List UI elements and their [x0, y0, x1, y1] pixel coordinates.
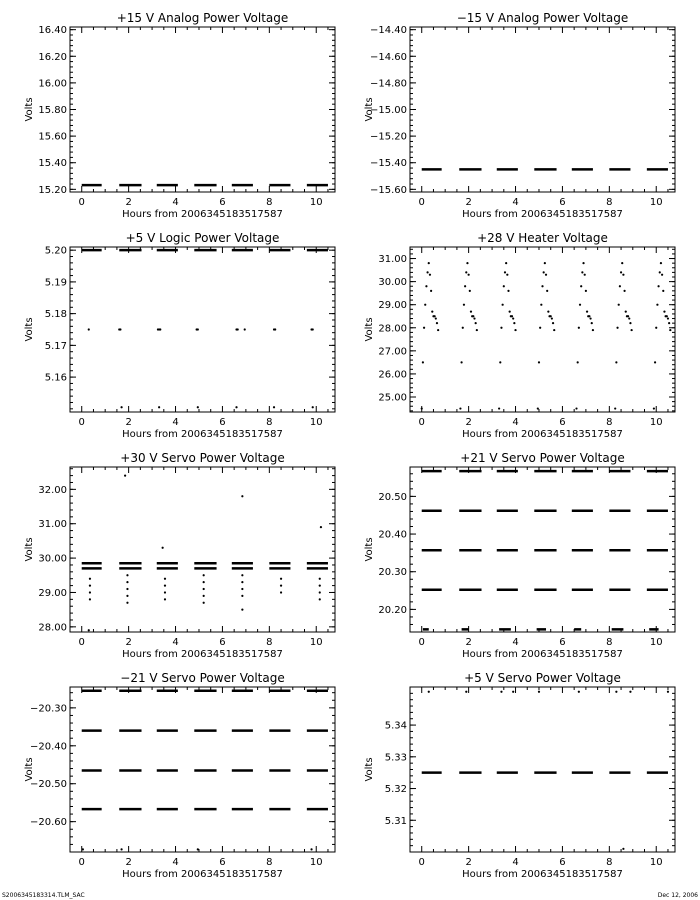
plot-frame — [70, 27, 335, 192]
y-tick-label: 5.16 — [44, 372, 67, 384]
data-point — [584, 274, 586, 276]
y-axis-label: Volts — [24, 317, 35, 342]
data-point — [422, 361, 424, 363]
data-point — [475, 322, 477, 324]
data-point — [625, 311, 627, 313]
data-point — [310, 848, 312, 850]
data-point — [623, 290, 625, 292]
y-tick-label: 20.30 — [378, 567, 407, 579]
x-axis-label: Hours from 2006345183517587 — [122, 429, 283, 440]
data-point — [662, 290, 664, 292]
x-tick-label: 8 — [606, 637, 613, 648]
x-axis-label: Hours from 2006345183517587 — [462, 649, 623, 660]
y-tick-label: 20.40 — [378, 529, 407, 541]
y-tick-label: 5.31 — [384, 815, 407, 827]
data-point — [465, 691, 467, 693]
data-point — [622, 848, 624, 850]
data-point — [631, 329, 633, 331]
plot-frame — [410, 687, 675, 852]
x-tick-label: 2 — [125, 637, 132, 648]
chart-title: −21 V Servo Power Voltage — [120, 671, 285, 685]
data-point — [466, 262, 468, 264]
y-tick-label: −15.60 — [369, 184, 407, 196]
data-point — [667, 317, 669, 319]
x-tick-label: 2 — [465, 197, 472, 208]
data-point — [513, 322, 515, 324]
data-point — [629, 691, 631, 693]
data-point — [126, 588, 128, 590]
data-point — [158, 406, 160, 408]
data-point — [619, 285, 621, 287]
x-tick-label: 8 — [606, 197, 613, 208]
data-point — [424, 304, 426, 306]
data-point — [280, 591, 282, 593]
y-tick-label: −14.80 — [369, 78, 407, 90]
data-point — [82, 848, 84, 850]
data-point — [431, 311, 433, 313]
y-tick-label: 28.00 — [38, 622, 67, 634]
data-point — [592, 329, 594, 331]
data-point — [241, 588, 243, 590]
y-tick-label: 20.20 — [378, 604, 407, 616]
data-point — [426, 271, 428, 273]
y-tick-label: 5.32 — [384, 784, 407, 796]
x-tick-label: 2 — [465, 637, 472, 648]
x-tick-label: 6 — [559, 417, 566, 428]
data-point — [545, 274, 547, 276]
y-tick-label: 15.60 — [38, 131, 67, 143]
data-point — [319, 591, 321, 593]
data-point — [588, 315, 590, 317]
data-point — [591, 322, 593, 324]
x-tick-label: 2 — [465, 857, 472, 868]
y-axis-label: Volts — [24, 757, 35, 782]
chart-panel-1 — [364, 11, 675, 220]
data-point — [312, 328, 314, 330]
y-axis-label: Volts — [24, 537, 35, 562]
y-axis-label: Volts — [364, 537, 375, 562]
data-point — [578, 327, 580, 329]
chart-title: +30 V Servo Power Voltage — [120, 451, 285, 465]
data-point — [585, 290, 587, 292]
y-tick-label: 30.00 — [378, 277, 407, 289]
data-point — [539, 327, 541, 329]
data-point — [551, 317, 553, 319]
data-point — [581, 271, 583, 273]
data-point — [241, 574, 243, 576]
x-tick-label: 8 — [606, 417, 613, 428]
data-point — [197, 848, 199, 850]
x-tick-label: 10 — [309, 417, 323, 428]
data-point — [589, 317, 591, 319]
x-tick-label: 8 — [606, 857, 613, 868]
data-point — [620, 271, 622, 273]
data-point — [273, 406, 275, 408]
data-point — [241, 609, 243, 611]
data-point — [159, 328, 161, 330]
x-tick-label: 2 — [125, 857, 132, 868]
y-tick-label: 30.00 — [38, 553, 67, 565]
x-tick-label: 6 — [219, 197, 226, 208]
y-tick-label: 29.00 — [378, 300, 407, 312]
y-tick-label: 25.00 — [378, 392, 407, 404]
y-tick-label: 29.00 — [38, 587, 67, 599]
data-point — [469, 290, 471, 292]
x-tick-label: 4 — [172, 857, 179, 868]
x-tick-label: 10 — [649, 637, 663, 648]
y-tick-label: 26.00 — [378, 369, 407, 381]
data-point — [423, 327, 425, 329]
x-tick-label: 4 — [512, 857, 519, 868]
chart-panel-4 — [24, 451, 335, 660]
chart-panel-7 — [364, 671, 675, 880]
data-point — [244, 328, 246, 330]
chart-title: −15 V Analog Power Voltage — [456, 11, 629, 25]
x-tick-label: 0 — [418, 197, 425, 208]
data-point — [88, 328, 90, 330]
x-tick-label: 6 — [219, 637, 226, 648]
data-point — [425, 285, 427, 287]
data-point — [460, 361, 462, 363]
data-point — [89, 598, 91, 600]
data-point — [657, 285, 659, 287]
x-tick-label: 2 — [125, 197, 132, 208]
y-tick-label: 15.20 — [38, 184, 67, 196]
data-point — [661, 274, 663, 276]
data-point — [203, 588, 205, 590]
data-point — [237, 328, 239, 330]
data-point — [421, 407, 423, 409]
x-tick-label: 6 — [219, 417, 226, 428]
data-point — [462, 327, 464, 329]
data-point — [197, 406, 199, 408]
data-point — [512, 317, 514, 319]
x-tick-label: 0 — [418, 417, 425, 428]
data-point — [500, 327, 502, 329]
data-point — [197, 328, 199, 330]
data-point — [499, 361, 501, 363]
y-tick-label: 31.00 — [38, 519, 67, 531]
data-point — [653, 407, 655, 409]
data-point — [659, 271, 661, 273]
x-tick-label: 2 — [125, 417, 132, 428]
chart-title: +15 V Analog Power Voltage — [116, 11, 289, 25]
y-tick-label: 27.00 — [378, 346, 407, 358]
data-point — [622, 274, 624, 276]
data-point — [203, 581, 205, 583]
data-point — [629, 322, 631, 324]
data-point — [628, 317, 630, 319]
data-point — [663, 311, 665, 313]
x-tick-label: 0 — [418, 857, 425, 868]
y-tick-label: 16.20 — [38, 51, 67, 63]
data-point — [312, 406, 314, 408]
plot-frame — [410, 247, 675, 412]
chart-panel-6 — [24, 671, 335, 880]
data-point — [582, 262, 584, 264]
data-point — [162, 547, 164, 549]
y-tick-label: 5.17 — [44, 340, 67, 352]
data-point — [660, 262, 662, 264]
x-tick-label: 10 — [649, 197, 663, 208]
y-tick-label: −14.60 — [369, 51, 407, 63]
x-tick-label: 6 — [559, 637, 566, 648]
x-tick-label: 6 — [219, 857, 226, 868]
y-axis-label: Volts — [364, 317, 375, 342]
y-tick-label: 16.00 — [38, 78, 67, 90]
data-point — [89, 584, 91, 586]
data-point — [437, 329, 439, 331]
data-point — [126, 574, 128, 576]
x-tick-label: 4 — [172, 197, 179, 208]
data-point — [470, 311, 472, 313]
x-tick-label: 0 — [78, 637, 85, 648]
data-point — [126, 581, 128, 583]
data-point — [435, 317, 437, 319]
y-tick-label: −14.40 — [369, 25, 407, 37]
data-point — [540, 304, 542, 306]
x-tick-label: 10 — [309, 637, 323, 648]
y-tick-label: 20.50 — [378, 491, 407, 503]
x-tick-label: 4 — [512, 197, 519, 208]
x-tick-label: 8 — [266, 417, 273, 428]
data-point — [578, 691, 580, 693]
y-tick-label: 15.40 — [38, 158, 67, 170]
data-point — [615, 691, 617, 693]
x-tick-label: 2 — [465, 417, 472, 428]
x-tick-label: 0 — [418, 637, 425, 648]
y-tick-label: 28.00 — [378, 323, 407, 335]
x-tick-label: 10 — [309, 857, 323, 868]
x-axis-label: Hours from 2006345183517587 — [462, 209, 623, 220]
data-point — [586, 311, 588, 313]
data-point — [579, 304, 581, 306]
x-tick-label: 4 — [172, 637, 179, 648]
plot-frame — [410, 27, 675, 192]
data-point — [537, 407, 539, 409]
x-tick-label: 0 — [78, 857, 85, 868]
data-point — [504, 271, 506, 273]
data-point — [666, 315, 668, 317]
data-point — [614, 407, 616, 409]
data-point — [164, 578, 166, 580]
y-tick-label: −20.50 — [29, 779, 67, 791]
data-point — [615, 361, 617, 363]
x-axis-label: Hours from 2006345183517587 — [122, 869, 283, 880]
data-point — [500, 691, 502, 693]
data-point — [319, 584, 321, 586]
data-point — [669, 329, 671, 331]
data-point — [547, 311, 549, 313]
data-point — [656, 304, 658, 306]
data-point — [203, 602, 205, 604]
x-tick-label: 8 — [266, 637, 273, 648]
data-point — [655, 327, 657, 329]
data-point — [319, 578, 321, 580]
footer-date: Dec 12, 2006 — [657, 892, 698, 899]
data-point — [126, 602, 128, 604]
data-point — [241, 595, 243, 597]
data-point — [120, 848, 122, 850]
data-point — [430, 290, 432, 292]
x-tick-label: 0 — [78, 197, 85, 208]
data-point — [320, 526, 322, 528]
data-point — [511, 315, 513, 317]
y-axis-label: Volts — [24, 97, 35, 122]
data-point — [120, 406, 122, 408]
plot-frame — [70, 247, 335, 412]
x-tick-label: 10 — [649, 417, 663, 428]
data-point — [164, 584, 166, 586]
data-point — [618, 304, 620, 306]
data-point — [577, 361, 579, 363]
footer-filename: S2006345183314.TLM_SAC — [2, 892, 85, 899]
data-point — [89, 591, 91, 593]
data-point — [506, 274, 508, 276]
y-tick-label: 5.19 — [44, 277, 67, 289]
data-point — [512, 691, 514, 693]
data-point — [668, 322, 670, 324]
data-point — [476, 329, 478, 331]
data-point — [434, 315, 436, 317]
data-point — [580, 285, 582, 287]
x-tick-label: 0 — [78, 417, 85, 428]
data-point — [235, 406, 237, 408]
chart-panel-0 — [24, 11, 335, 220]
data-point — [541, 285, 543, 287]
data-point — [621, 262, 623, 264]
y-tick-label: 16.40 — [38, 25, 67, 37]
data-point — [465, 271, 467, 273]
data-point — [429, 274, 431, 276]
data-point — [473, 317, 475, 319]
data-point — [124, 474, 126, 476]
x-tick-label: 4 — [512, 637, 519, 648]
y-tick-label: −15.20 — [369, 131, 407, 143]
y-tick-label: 5.34 — [384, 720, 407, 732]
y-tick-label: 15.80 — [38, 105, 67, 116]
y-tick-label: 31.00 — [378, 254, 407, 266]
data-point — [503, 285, 505, 287]
data-point — [459, 407, 461, 409]
data-point — [667, 691, 669, 693]
data-point — [575, 407, 577, 409]
chart-panel-3 — [364, 231, 675, 440]
data-point — [274, 328, 276, 330]
chart-panel-5 — [364, 451, 675, 660]
y-axis-label: Volts — [364, 97, 375, 122]
data-point — [89, 578, 91, 580]
data-point — [280, 584, 282, 586]
data-point — [616, 327, 618, 329]
data-point — [627, 315, 629, 317]
x-tick-label: 4 — [172, 417, 179, 428]
chart-title: +5 V Logic Power Voltage — [125, 231, 280, 245]
y-axis-label: Volts — [364, 757, 375, 782]
data-point — [428, 691, 430, 693]
data-point — [538, 691, 540, 693]
data-point — [543, 271, 545, 273]
chart-title: +5 V Servo Power Voltage — [464, 671, 621, 685]
data-point — [126, 595, 128, 597]
data-point — [544, 262, 546, 264]
data-point — [553, 329, 555, 331]
data-point — [280, 578, 282, 580]
data-point — [509, 311, 511, 313]
data-point — [546, 290, 548, 292]
x-tick-label: 10 — [649, 857, 663, 868]
data-point — [472, 315, 474, 317]
x-tick-label: 8 — [266, 197, 273, 208]
y-tick-label: 5.33 — [384, 752, 407, 764]
y-tick-label: 32.00 — [38, 484, 67, 496]
data-point — [468, 274, 470, 276]
x-tick-label: 8 — [266, 857, 273, 868]
x-tick-label: 10 — [309, 197, 323, 208]
y-tick-label: 5.20 — [44, 245, 67, 257]
y-tick-label: −20.60 — [29, 817, 67, 829]
chart-title: +21 V Servo Power Voltage — [460, 451, 625, 465]
x-axis-label: Hours from 2006345183517587 — [462, 869, 623, 880]
y-tick-label: −15.40 — [369, 158, 407, 170]
data-point — [514, 329, 516, 331]
x-axis-label: Hours from 2006345183517587 — [122, 209, 283, 220]
data-point — [428, 262, 430, 264]
chart-panel-2 — [24, 231, 335, 440]
data-point — [550, 315, 552, 317]
data-point — [241, 581, 243, 583]
data-point — [241, 495, 243, 497]
data-point — [164, 598, 166, 600]
data-point — [538, 361, 540, 363]
data-point — [436, 322, 438, 324]
y-tick-label: 5.18 — [44, 309, 67, 321]
data-point — [319, 598, 321, 600]
data-point — [88, 629, 90, 631]
x-axis-label: Hours from 2006345183517587 — [462, 429, 623, 440]
data-point — [507, 290, 509, 292]
chart-title: +28 V Heater Voltage — [477, 231, 608, 245]
data-point — [505, 262, 507, 264]
y-tick-label: −20.40 — [29, 741, 67, 753]
y-tick-label: −20.30 — [29, 703, 67, 715]
plot-frame — [70, 467, 335, 632]
x-tick-label: 6 — [559, 197, 566, 208]
data-point — [203, 595, 205, 597]
data-point — [654, 361, 656, 363]
data-point — [463, 304, 465, 306]
data-point — [498, 407, 500, 409]
x-tick-label: 4 — [512, 417, 519, 428]
data-point — [464, 285, 466, 287]
data-point — [119, 328, 121, 330]
y-tick-label: −15.00 — [369, 105, 407, 116]
data-point — [502, 304, 504, 306]
data-point — [552, 322, 554, 324]
x-tick-label: 6 — [559, 857, 566, 868]
data-point — [203, 574, 205, 576]
data-point — [164, 591, 166, 593]
x-axis-label: Hours from 2006345183517587 — [122, 649, 283, 660]
